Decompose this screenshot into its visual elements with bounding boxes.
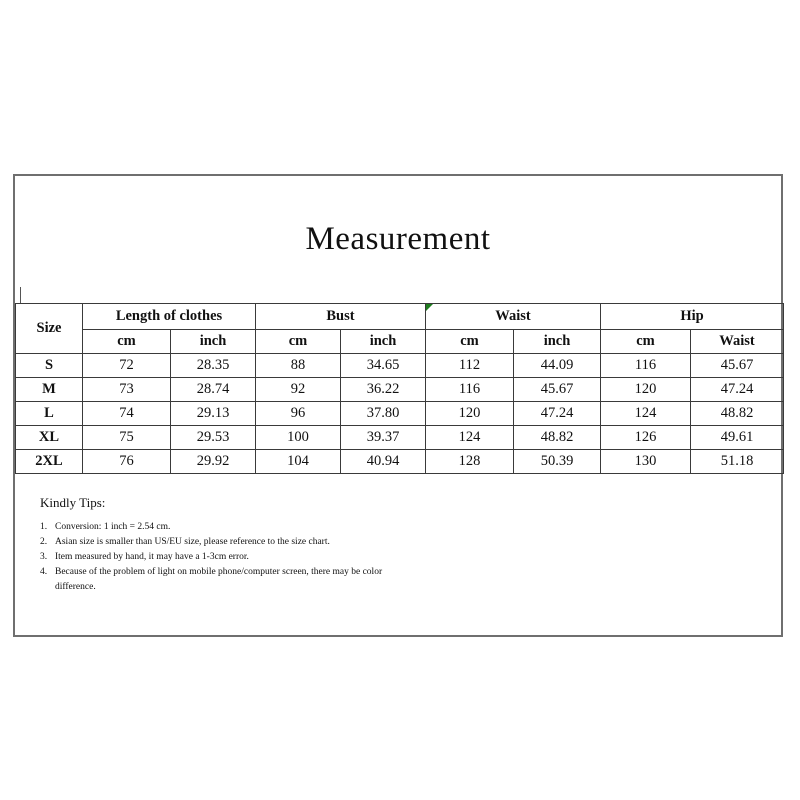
cell-value: 88: [256, 354, 341, 378]
tip-item: [40, 535, 761, 550]
column-group-waist-label: Waist: [495, 308, 531, 324]
size-label: L: [16, 402, 83, 426]
cell-value: 112: [426, 354, 514, 378]
tip-item: [40, 550, 761, 565]
cell-value: 50.39: [514, 450, 601, 474]
cell-value: 29.13: [171, 402, 256, 426]
cell-value: 28.74: [171, 378, 256, 402]
cell-value: 45.67: [514, 378, 601, 402]
cell-value: 47.24: [514, 402, 601, 426]
subheader-waist-inch: inch: [514, 330, 601, 354]
cell-value: 40.94: [341, 450, 426, 474]
tip-text: Because of the problem of light on mobile phone/computer screen, there may be color difference.: [55, 567, 383, 592]
table-row-xl: [16, 426, 784, 450]
tip-number: 3.: [40, 552, 48, 562]
page-title: Measurement: [305, 221, 491, 257]
header-unit-row: [16, 330, 784, 354]
title-area: [15, 176, 781, 303]
measurement-table: [15, 303, 784, 474]
cell-value: 120: [601, 378, 691, 402]
column-group-waist: [426, 304, 601, 330]
cell-value: 124: [601, 402, 691, 426]
subheader-bust-cm: cm: [256, 330, 341, 354]
cell-value: 48.82: [691, 402, 784, 426]
column-group-bust: Bust: [256, 304, 426, 330]
measurement-card: [13, 174, 783, 637]
cell-value: 116: [426, 378, 514, 402]
cell-value: 124: [426, 426, 514, 450]
table-row-m: [16, 378, 784, 402]
cell-corner-marker: [426, 304, 433, 311]
tip-text: Conversion: 1 inch = 2.54 cm.: [55, 522, 171, 532]
cell-value: 39.37: [341, 426, 426, 450]
tip-item: [40, 565, 761, 595]
cell-value: 116: [601, 354, 691, 378]
tip-number: 2.: [40, 537, 48, 547]
cell-value: 96: [256, 402, 341, 426]
size-label: S: [16, 354, 83, 378]
tips-list: [40, 520, 761, 595]
tip-number: 1.: [40, 522, 48, 532]
cell-value: 29.92: [171, 450, 256, 474]
cell-value: 130: [601, 450, 691, 474]
cell-value: 29.53: [171, 426, 256, 450]
size-label: M: [16, 378, 83, 402]
cell-value: 49.61: [691, 426, 784, 450]
kindly-tips-section: [15, 474, 781, 595]
cell-value: 47.24: [691, 378, 784, 402]
column-header-size: Size: [16, 304, 83, 354]
tip-text: Item measured by hand, it may have a 1-3cm error.: [55, 552, 249, 562]
cell-value: 120: [426, 402, 514, 426]
cell-value: 75: [83, 426, 171, 450]
column-group-length-of-clothes: Length of clothes: [83, 304, 256, 330]
subheader-waist-cm: cm: [426, 330, 514, 354]
tip-number: 4.: [40, 567, 48, 577]
cell-value: 51.18: [691, 450, 784, 474]
subheader-length-cm: cm: [83, 330, 171, 354]
tip-text: Asian size is smaller than US/EU size, please reference to the size chart.: [55, 537, 330, 547]
table-row-l: [16, 402, 784, 426]
cell-value: 45.67: [691, 354, 784, 378]
cell-value: 74: [83, 402, 171, 426]
cell-value: 37.80: [341, 402, 426, 426]
cell-value: 100: [256, 426, 341, 450]
tip-item: [40, 520, 761, 535]
subheader-hip-waist: Waist: [691, 330, 784, 354]
cell-value: 48.82: [514, 426, 601, 450]
subheader-hip-cm: cm: [601, 330, 691, 354]
cell-value: 126: [601, 426, 691, 450]
table-row-2xl: [16, 450, 784, 474]
cell-value: 34.65: [341, 354, 426, 378]
column-group-hip: Hip: [601, 304, 784, 330]
cell-value: 36.22: [341, 378, 426, 402]
cell-value: 72: [83, 354, 171, 378]
cell-value: 76: [83, 450, 171, 474]
cell-value: 73: [83, 378, 171, 402]
size-label: XL: [16, 426, 83, 450]
subheader-bust-inch: inch: [341, 330, 426, 354]
header-group-row: [16, 304, 784, 330]
cell-value: 28.35: [171, 354, 256, 378]
cell-value: 92: [256, 378, 341, 402]
tips-heading: Kindly Tips:: [40, 495, 106, 510]
table-row-s: [16, 354, 784, 378]
cell-value: 104: [256, 450, 341, 474]
cell-value: 128: [426, 450, 514, 474]
subheader-length-inch: inch: [171, 330, 256, 354]
cell-value: 44.09: [514, 354, 601, 378]
size-label: 2XL: [16, 450, 83, 474]
gridline-artifact: [20, 287, 21, 303]
